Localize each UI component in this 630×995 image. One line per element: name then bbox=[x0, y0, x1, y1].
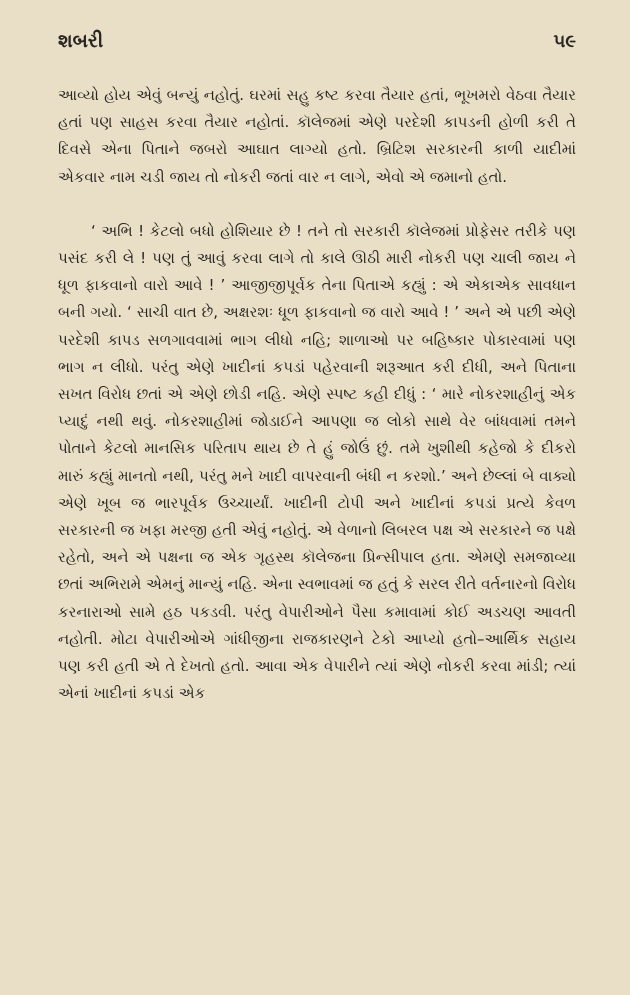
page-header bbox=[58, 30, 576, 74]
page-number: ૫૯ bbox=[553, 31, 576, 52]
running-title: શબરી bbox=[58, 30, 104, 52]
paragraph-main: ‘ અભિ ! કેટલો બધો હોશિયાર છે ! તને તો સરકારી કૉલેજમાં પ્રોફેસર તરીકે પણ પસંદ કરી લે ! પણ તું આવું કરવા લાગે તો કાલે ઊઠી મારી નોકરી પણ ચાલી જાય ને ધૂળ ફાકવાનો વારો આવે ! ’ આજીજીપૂર્વક તેના પિતાએ કહ્યું : એ એકાએક સાવધાન બની ગયો. ‘ સાચી વાત છે, અક્ષરશઃ ધૂળ ફાકવાનો જ વારો આવે ! ’ અને એ પછી એણે પરદેશી કાપડ સળગાવવામાં ભાગ લીધો નહિ; શાળાઓ પર બહિષ્કાર પોકારવામાં પણ ભાગ ન લીધો. પરંતુ એણે ખાદીનાં કપડાં પહેરવાની શરૂઆત કરી દીધી, અને પિતાના સખત વિરોધ છતાં એ એણે છોડી નહિ. એણે સ્પષ્ટ કહી દીધું : ‘ મારે નોકરશાહીનું એક પ્યાદું નથી થવું. નોકરશાહીમાં જોડાઈને આપણા જ લોકો સાથે વેર બાંધવામાં તમને પોતાને કેટલો માનસિક પરિતાપ થાય છે તે હું જોઉં છું. તમે ખુશીથી કહેજો કે દીકરો મારું કહ્યું માનતો નથી, પરંતુ મને ખાદી વાપરવાની બંધી ન કરશો.’ અને છેલ્લાં બે વાક્યો એણે ખૂબ જ ભારપૂર્વક ઉચ્ચાર્યાં. ખાદીની ટોપી અને ખાદીનાં કપડાં પ્રત્યે કેવળ સરકારની જ ખફા મરજી હતી એવું નહોતું. એ વેળાનો લિબરલ પક્ષ એ સરકારને જ પક્ષે રહેતો, અને એ પક્ષના જ એક ગૃહસ્થ કૉલેજના પ્રિન્સીપાલ હતા. એમણે સમજાવ્યા છતાં અભિરામે એમનું માન્યું નહિ. એના સ્વભાવમાં જ હતું કે સરલ રીતે વર્તનારનો વિરોધ કરનારાઓ સામે હઠ પકડવી. પરંતુ વેપારીઓને પૈસા કમાવામાં કોઈ અડચણ આવતી નહોતી. મોટા વેપારીઓએ ગાંધીજીના રાજકારણને ટેકો આપ્યો હતો–આર્થિક સહાય પણ કરી હતી એ તે દેખતો હતો. આવા એક વેપારીને ત્યાં એણે નોકરી કરવા માંડી; ત્યાં એનાં ખાદીનાં કપડાં એક bbox=[58, 221, 576, 703]
body-text bbox=[58, 82, 576, 707]
paragraph-continuation: આવ્યો હોય એવું બન્યું નહોતું. ઘરમાં સહુ કષ્ટ કરવા તૈયાર હતાં, ભૂખમરો વેઠવા તૈયાર હતાં પણ સાહસ કરવા તૈયાર નહોતાં. કૉલેજમાં એણે પરદેશી કાપડની હોળી કરી તે દિવસે એના પિતાને જબરો આઘાત લાગ્યો હતો. બ્રિટિશ સરકારની કાળી યાદીમાં એકવાર નામ ચડી જાય તો નોકરી જતાં વાર ન લાગે, એવો એ જમાનો હતો. bbox=[58, 86, 576, 186]
